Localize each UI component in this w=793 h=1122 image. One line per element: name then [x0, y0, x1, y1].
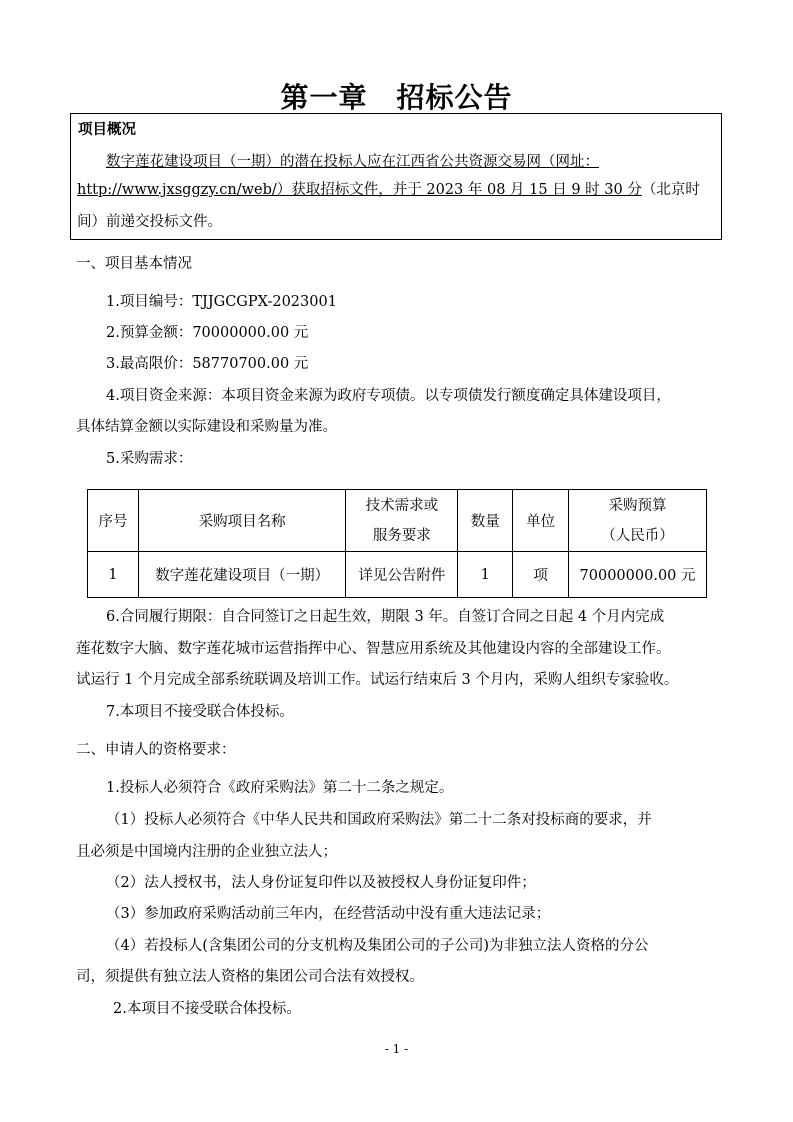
header-budget-line-1: 采购预算: [608, 497, 667, 514]
header-tech: [346, 490, 458, 552]
overview-line-2: [77, 178, 700, 199]
table-header-row: [88, 490, 707, 552]
qualification-1-sub-4-line-1: （4）若投标人(含集团公司的分支机构及集团公司的子公司)为非独立法人资格的分公: [106, 938, 649, 954]
qualification-1: 1.投标人必须符合《政府采购法》第二十二条之规定。: [106, 780, 454, 796]
header-qty: 数量: [458, 490, 513, 552]
header-budget: [569, 490, 707, 552]
overview-line-3: 间）前递交投标文件。: [77, 214, 222, 230]
qualification-1-sub-1-line-1: （1）投标人必须符合《中华人民共和国政府采购法》第二十二条对投标商的要求，并: [106, 812, 652, 828]
qualification-1-sub-3: （3）参加政府采购活动前三年内，在经营活动中没有重大违法记录；: [106, 906, 551, 922]
qualification-1-sub-4-line-2: 司，须提供有独立法人资格的集团公司合法有效授权。: [76, 969, 424, 985]
cell-unit: 项: [513, 552, 569, 598]
procurement-needs-label: 5.采购需求：: [106, 451, 193, 467]
cell-seq: 1: [88, 552, 139, 598]
page-number: - 1 -: [384, 1042, 409, 1056]
overview-line-2-underlined: http://www.jxsggzy.cn/web/）获取招标文件，并于 2023 年 08 月 15 日 9 时 30 分: [77, 182, 642, 198]
no-consortium-note: 7.本项目不接受联合体投标。: [106, 704, 294, 720]
cell-tech: 详见公告附件: [346, 552, 458, 598]
procurement-table: [87, 489, 707, 598]
section-1-heading: 一、项目基本情况: [76, 256, 192, 272]
section-2-heading: 二、申请人的资格要求：: [76, 742, 236, 758]
page-title: 第一章 招标公告: [280, 81, 513, 114]
funding-source-line-2: 具体结算金额以实际建设和采购量为准。: [76, 419, 337, 435]
qualification-2: 2.本项目不接受联合体投标。: [113, 1001, 301, 1017]
cell-name: 数字莲花建设项目（一期）: [138, 552, 346, 598]
header-seq: 序号: [88, 490, 139, 552]
overview-heading: 项目概况: [78, 122, 136, 138]
budget-amount: 2.预算金额：70000000.00 元: [106, 325, 309, 341]
header-name: 采购项目名称: [138, 490, 346, 552]
qualification-1-sub-2: （2）法人授权书，法人身份证复印件以及被授权人身份证复印件；: [106, 875, 536, 891]
contract-period-line-2: 莲花数字大脑、数字莲花城市运营指挥中心、智慧应用系统及其他建设内容的全部建设工作。: [76, 641, 671, 657]
contract-period-line-1: 6.合同履行期限：自合同签订之日起生效，期限 3 年。自签订合同之日起 4 个月内完成: [106, 609, 665, 625]
qualification-1-sub-1-line-2: 且必须是中国境内注册的企业独立法人；: [76, 844, 337, 860]
header-tech-line-2: 服务要求: [372, 527, 431, 544]
cell-qty: 1: [458, 552, 513, 598]
header-budget-line-2: （人民币）: [601, 527, 674, 544]
header-tech-line-1: 技术需求或: [365, 497, 439, 514]
project-overview-box: [70, 113, 722, 240]
cell-budget: 70000000.00 元: [569, 552, 707, 598]
header-unit: 单位: [513, 490, 569, 552]
project-number: 1.项目编号：TJJGCGPX-2023001: [106, 294, 337, 310]
overview-line-1: 数字莲花建设项目（一期）的潜在投标人应在江西省公共资源交易网（网址：: [106, 154, 599, 170]
overview-line-2-end: （北京时: [641, 182, 700, 198]
max-price: 3.最高限价：58770700.00 元: [106, 356, 309, 372]
table-row: [88, 552, 707, 598]
contract-period-line-3: 试运行 1 个月完成全部系统联调及培训工作。试运行结束后 3 个月内，采购人组织专家验收。: [76, 672, 679, 688]
funding-source-line-1: 4.项目资金来源：本项目资金来源为政府专项债。以专项债发行额度确定具体建设项目，: [106, 388, 671, 404]
